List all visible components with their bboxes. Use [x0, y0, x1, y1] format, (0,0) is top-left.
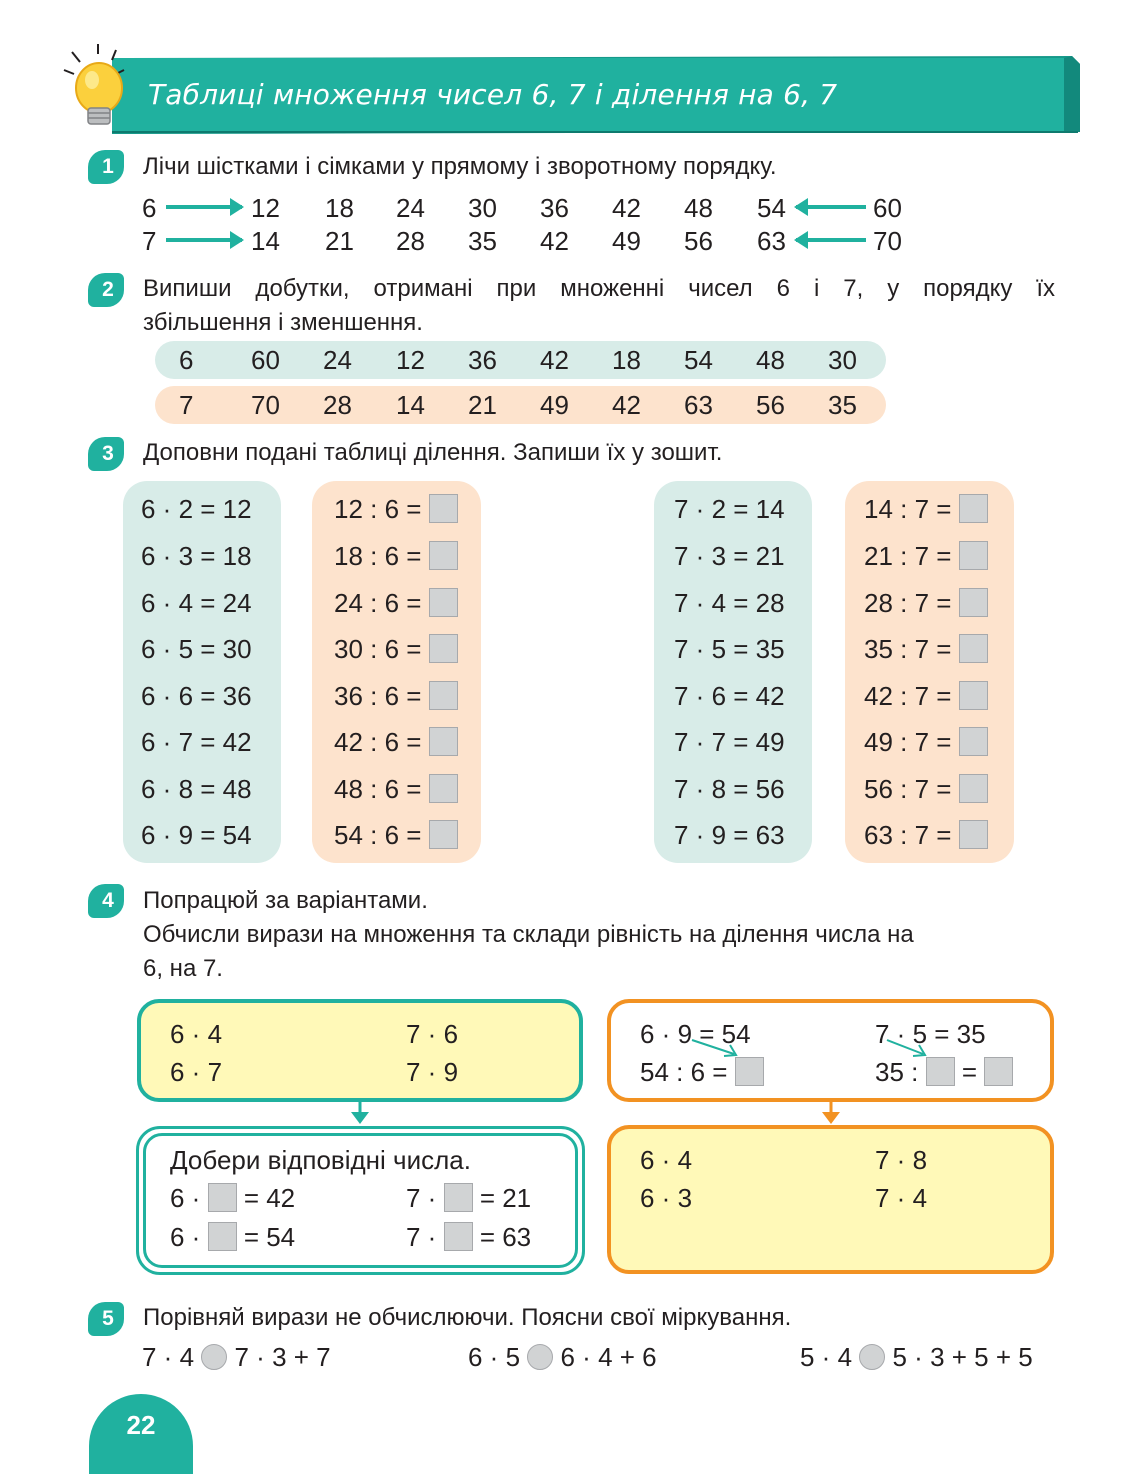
example-division: 35 : = [875, 1057, 1013, 1088]
answer-box[interactable] [208, 1183, 237, 1212]
seq6-item: 36 [540, 193, 569, 223]
task-number-5: 5 [88, 1302, 124, 1336]
answer-box[interactable] [959, 681, 988, 710]
seq6-item: 18 [325, 193, 354, 223]
arrow-right-icon [166, 238, 242, 242]
seq7-item: 49 [612, 226, 641, 256]
task1-instruction: Лічи шістками і сімками у прямому і зворотному порядку. [143, 153, 777, 180]
answer-box[interactable] [208, 1222, 237, 1251]
mult7-row: 7 · 4 = 28 [674, 588, 785, 618]
product-value: 35 [828, 390, 857, 420]
page-number-tab [89, 1394, 193, 1474]
mult6-row: 6 · 3 = 18 [141, 541, 252, 571]
div7-row: 49 : 7 = [864, 727, 988, 758]
div6-row: 30 : 6 = [334, 634, 458, 665]
missing-factor-equation: 6 · = 54 [170, 1222, 296, 1252]
mult-table-7 [654, 481, 812, 863]
seq6-end: 60 [873, 193, 902, 223]
product-value: 24 [323, 345, 352, 375]
mult7-row: 7 · 2 = 14 [674, 494, 785, 524]
div6-row: 36 : 6 = [334, 681, 458, 712]
answer-box[interactable] [926, 1057, 955, 1086]
seq6-item: 12 [251, 193, 280, 223]
product-value: 36 [468, 345, 497, 375]
comparison: 7 · 4 7 · 3 + 7 [142, 1342, 331, 1372]
div7-row: 28 : 7 = [864, 588, 988, 619]
task-number-2: 2 [88, 273, 124, 307]
expression: 7 · 9 [406, 1057, 459, 1087]
seq6-item: 48 [684, 193, 713, 223]
product-value: 48 [756, 345, 785, 375]
mult6-row: 6 · 8 = 48 [141, 774, 252, 804]
product-value: 18 [612, 345, 641, 375]
product-value: 70 [251, 390, 280, 420]
div7-row: 14 : 7 = [864, 494, 988, 525]
missing-factor-equation: 7 · = 63 [406, 1222, 532, 1252]
div7-row: 56 : 7 = [864, 774, 988, 805]
seq6-item: 54 [757, 193, 786, 223]
answer-box[interactable] [959, 727, 988, 756]
mult7-row: 7 · 9 = 63 [674, 820, 785, 850]
seq7-end: 70 [873, 226, 902, 256]
expression: 6 · 4 [640, 1145, 693, 1175]
arrow-left-icon [796, 205, 866, 209]
page-number: 22 [126, 1410, 156, 1440]
arrow-left-icon [796, 238, 866, 242]
div6-row: 12 : 6 = [334, 494, 458, 525]
answer-box[interactable] [429, 774, 458, 803]
seq6-start: 6 [142, 193, 157, 223]
answer-box[interactable] [735, 1057, 764, 1086]
expression: 7 · 6 [406, 1019, 459, 1049]
comparison: 6 · 5 6 · 4 + 6 [468, 1342, 657, 1372]
product-value: 12 [396, 345, 425, 375]
arrow-down-icon [348, 1102, 372, 1126]
product-value: 42 [612, 390, 641, 420]
box-heading: Добери відповідні числа. [170, 1145, 471, 1175]
comparison-sign-slot[interactable] [527, 1344, 553, 1370]
example-equation: 6 · 9 = 54 [640, 1019, 751, 1049]
mult6-row: 6 · 6 = 36 [141, 681, 252, 711]
div6-row: 18 : 6 = [334, 541, 458, 572]
product-value: 6 [179, 345, 194, 375]
mult7-row: 7 · 8 = 56 [674, 774, 785, 804]
div7-row: 42 : 7 = [864, 681, 988, 712]
answer-box[interactable] [429, 634, 458, 663]
mult6-row: 6 · 7 = 42 [141, 727, 252, 757]
product-value: 49 [540, 390, 569, 420]
mult6-row: 6 · 4 = 24 [141, 588, 252, 618]
div6-row: 24 : 6 = [334, 588, 458, 619]
div6-row: 48 : 6 = [334, 774, 458, 805]
answer-box[interactable] [429, 494, 458, 523]
task2-instruction-line1: Випиши добутки, отримані при множенні чисел 6 і 7, у порядку їх [143, 275, 1055, 302]
missing-factor-equation: 6 · = 42 [170, 1183, 296, 1213]
expression: 6 · 4 [170, 1019, 223, 1049]
missing-factor-equation: 7 · = 21 [406, 1183, 532, 1213]
answer-box[interactable] [959, 541, 988, 570]
answer-box[interactable] [444, 1183, 473, 1212]
task5-instruction: Порівняй вирази не обчислюючи. Поясни свої міркування. [143, 1304, 792, 1331]
div7-row: 35 : 7 = [864, 634, 988, 665]
answer-box[interactable] [444, 1222, 473, 1251]
products-row-6 [155, 341, 886, 379]
arrow-right-icon [166, 205, 242, 209]
task3-instruction: Доповни подані таблиці ділення. Запиши їх у зошит. [143, 439, 723, 466]
expression: 6 · 7 [170, 1057, 223, 1087]
seq6-item: 30 [468, 193, 497, 223]
answer-box[interactable] [959, 774, 988, 803]
answer-box[interactable] [429, 820, 458, 849]
answer-box[interactable] [959, 634, 988, 663]
mult7-row: 7 · 7 = 49 [674, 727, 785, 757]
product-value: 7 [179, 390, 194, 420]
answer-box[interactable] [429, 541, 458, 570]
seq7-start: 7 [142, 226, 157, 256]
example-division: 54 : 6 = [640, 1057, 764, 1088]
expression: 6 · 3 [640, 1183, 693, 1213]
seq6-item: 24 [396, 193, 425, 223]
product-value: 30 [828, 345, 857, 375]
mult6-row: 6 · 2 = 12 [141, 494, 252, 524]
mult7-row: 7 · 6 = 42 [674, 681, 785, 711]
seq7-item: 14 [251, 226, 280, 256]
page-title: Таблиці множення чисел 6, 7 і ділення на 6, 7 [148, 78, 838, 111]
div-table-6 [312, 481, 481, 863]
div7-row: 63 : 7 = [864, 820, 988, 851]
product-value: 28 [323, 390, 352, 420]
mult7-row: 7 · 3 = 21 [674, 541, 785, 571]
product-value: 60 [251, 345, 280, 375]
product-value: 56 [756, 390, 785, 420]
task4-line3: 6, на 7. [143, 955, 223, 982]
seq7-item: 56 [684, 226, 713, 256]
seq7-item: 35 [468, 226, 497, 256]
mult7-row: 7 · 5 = 35 [674, 634, 785, 664]
answer-box[interactable] [429, 588, 458, 617]
seq7-item: 21 [325, 226, 354, 256]
answer-box[interactable] [959, 494, 988, 523]
div6-row: 42 : 6 = [334, 727, 458, 758]
answer-box[interactable] [959, 820, 988, 849]
task-number-1: 1 [88, 150, 124, 184]
answer-box[interactable] [984, 1057, 1013, 1086]
comparison-sign-slot[interactable] [201, 1344, 227, 1370]
mult6-row: 6 · 5 = 30 [141, 634, 252, 664]
product-value: 14 [396, 390, 425, 420]
expression: 7 · 8 [875, 1145, 928, 1175]
example-equation: 7 · 5 = 35 [875, 1019, 986, 1049]
task-number-4: 4 [88, 884, 124, 918]
product-value: 42 [540, 345, 569, 375]
task2-instruction-line2: збільшення і зменшення. [143, 309, 423, 336]
div-table-7 [845, 481, 1014, 863]
seq6-item: 42 [612, 193, 641, 223]
expression: 7 · 4 [875, 1183, 928, 1213]
comparison: 5 · 4 5 · 3 + 5 + 5 [800, 1342, 1033, 1372]
product-value: 54 [684, 345, 713, 375]
comparison-sign-slot[interactable] [859, 1344, 885, 1370]
div7-row: 21 : 7 = [864, 541, 988, 572]
seq7-item: 28 [396, 226, 425, 256]
div6-row: 54 : 6 = [334, 820, 458, 851]
product-value: 63 [684, 390, 713, 420]
answer-box[interactable] [429, 681, 458, 710]
mult-table-6 [123, 481, 281, 863]
answer-box[interactable] [429, 727, 458, 756]
mult6-row: 6 · 9 = 54 [141, 820, 252, 850]
arrow-down-icon [819, 1102, 843, 1126]
task4-line2: Обчисли вирази на множення та склади рівність на ділення числа на [143, 921, 914, 948]
answer-box[interactable] [959, 588, 988, 617]
task4-line1: Попрацюй за варіантами. [143, 887, 428, 914]
product-value: 21 [468, 390, 497, 420]
task-number-3: 3 [88, 437, 124, 471]
products-row-7 [155, 386, 886, 424]
seq7-item: 42 [540, 226, 569, 256]
seq7-item: 63 [757, 226, 786, 256]
light-bulb-icon [58, 42, 128, 134]
